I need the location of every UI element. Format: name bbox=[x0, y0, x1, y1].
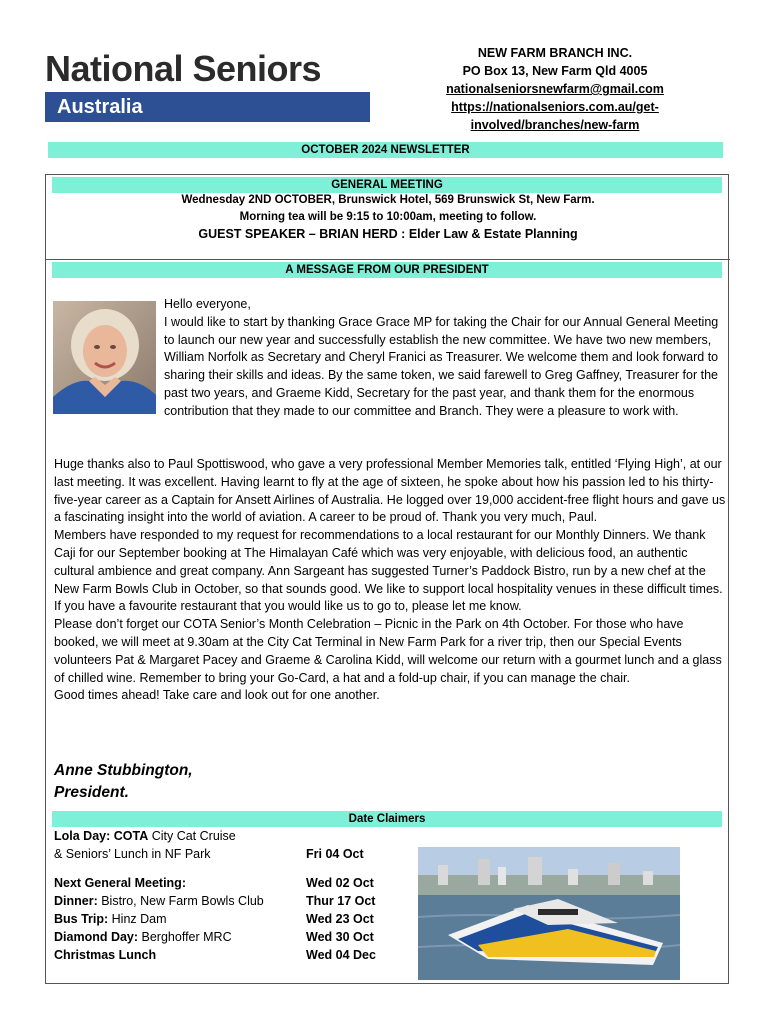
date-claimers-list bbox=[54, 827, 414, 964]
branch-email-link[interactable]: nationalseniorsnewfarm@gmail.com bbox=[446, 82, 664, 96]
claim-date: Thur 17 Oct bbox=[306, 894, 376, 908]
list-item bbox=[54, 845, 414, 863]
paragraph-3: Members have responded to my request for recommendations to a local restaurant for our Monthly Dinners. We thank Caji for our September booking at The Himalayan Café which was very enjoyable, with delicious food, an authentic cultural ambience and great company. Ann Sargeant has suggested Turner’s Paddock Bistro, run by a new chef at the New Farm Bowls Club in October, so that sounds good. We like to support local hospitality venues in these difficult times. If you have a favourite restaurant that you would like us to go to, please let me know. bbox=[54, 528, 723, 614]
meeting-line-1: Wednesday 2ND OCTOBER, Brunswick Hotel, 569 Brunswick St, New Farm. bbox=[181, 194, 595, 206]
paragraph-5: Good times ahead! Take care and look out for one another. bbox=[54, 688, 380, 703]
president-photo bbox=[53, 301, 156, 414]
claim-label-bold: Christmas Lunch bbox=[54, 948, 157, 962]
president-message-heading: A MESSAGE FROM OUR PRESIDENT bbox=[52, 262, 722, 278]
national-seniors-logo bbox=[45, 50, 370, 122]
newsletter-title: OCTOBER 2024 NEWSLETTER bbox=[48, 142, 723, 158]
guest-speaker: GUEST SPEAKER – BRIAN HERD : Elder Law & Estate Planning bbox=[198, 227, 578, 241]
list-item bbox=[54, 928, 414, 946]
date-claimers-heading: Date Claimers bbox=[52, 811, 722, 827]
logo-title: National Seniors bbox=[45, 48, 322, 89]
list-item bbox=[54, 946, 414, 964]
branch-url-link-line2[interactable]: involved/branches/new-farm bbox=[470, 118, 640, 132]
claim-date: Wed 23 Oct bbox=[306, 912, 374, 926]
claim-date: Wed 04 Dec bbox=[306, 948, 376, 962]
meeting-details bbox=[46, 192, 730, 243]
claim-label-text: Hinz Dam bbox=[108, 912, 167, 926]
claim-label-text: Berghoffer MRC bbox=[138, 930, 232, 944]
signature-name: Anne Stubbington, bbox=[54, 762, 193, 779]
branch-address: PO Box 13, New Farm Qld 4005 bbox=[462, 64, 648, 78]
list-item bbox=[54, 874, 414, 892]
paragraph-4: Please don’t forget our COTA Senior’s Month Celebration – Picnic in the Park on 4th October. For those who have booked, we will meet at 9.30am at the City Cat Terminal in New Farm Park for a river trip, then our Special Events volunteers Pat & Margaret Pacey and Graeme & Carolina Kidd, will welcome our return with a gourmet lunch and a glass of chilled wine. Remember to bring your Go-Card, a hat and a fold-up chair, if you can manage the chair. bbox=[54, 617, 722, 685]
meeting-line-2: Morning tea will be 9:15 to 10:00am, meeting to follow. bbox=[239, 211, 537, 223]
signature-title: President. bbox=[54, 784, 129, 801]
branch-url-link-line1[interactable]: https://nationalseniors.com.au/get- bbox=[451, 100, 659, 114]
claim-label-text: & Seniors’ Lunch in NF Park bbox=[54, 847, 211, 861]
claim-date: Fri 04 Oct bbox=[306, 847, 364, 861]
claim-date: Wed 02 Oct bbox=[306, 876, 374, 890]
list-item bbox=[54, 827, 414, 845]
paragraph-2: Huge thanks also to Paul Spottiswood, who gave a very professional Member Memories talk, entitled ‘Flying High’, at our last meeting. It was excellent. Having learnt to fly at the age of sixteen, he spoke about how his passion led to his thirty-five-year career as a Captain for Ansett Airlines of Australia. He logged over 19,000 accident-free flight hours and gave us a fascinating insight into the world of aviation. A career to be proud of. Thank you very much, Paul. bbox=[54, 457, 726, 525]
paragraph-1: I would like to start by thanking Grace Grace MP for taking the Chair for our Annual General Meeting to launch our new year and successfully establish the new committee. We have two new members, William Norfolk as Secretary and Cheryl Franici as Treasurer. We welcome them and look forward to sharing their skills and ideas. By the same token, we said farewell to Greg Gaffney, Treasurer for the past two years, and Graeme Kidd, Secretary for the past year, and thank them for the enormous contribution that they made to our committee and Branch. They were a pleasure to work with. bbox=[164, 314, 719, 418]
claim-date: Wed 30 Oct bbox=[306, 930, 374, 944]
branch-name: NEW FARM BRANCH INC. bbox=[477, 46, 633, 60]
greeting: Hello everyone, bbox=[164, 297, 251, 311]
claim-label-bold: Next General Meeting: bbox=[54, 876, 186, 890]
newsletter-frame bbox=[45, 174, 729, 984]
signature bbox=[54, 760, 193, 804]
claim-label-bold: Dinner: bbox=[54, 894, 98, 908]
general-meeting-heading: GENERAL MEETING bbox=[52, 177, 722, 193]
claim-label-bold: Bus Trip: bbox=[54, 912, 109, 926]
letter-body bbox=[54, 456, 726, 705]
section-divider bbox=[46, 259, 730, 260]
branch-info bbox=[420, 44, 690, 134]
claim-label-text: Bistro, New Farm Bowls Club bbox=[97, 894, 264, 908]
logo-subtitle: Australia bbox=[45, 92, 370, 122]
claim-label-bold: Diamond Day: bbox=[54, 930, 139, 944]
list-item bbox=[54, 910, 414, 928]
letter-intro bbox=[164, 296, 726, 421]
claim-label-bold: Lola Day: COTA bbox=[54, 829, 149, 843]
list-item bbox=[54, 892, 414, 910]
claim-label-text: City Cat Cruise bbox=[148, 829, 236, 843]
city-cat-ferry-photo bbox=[418, 847, 680, 980]
